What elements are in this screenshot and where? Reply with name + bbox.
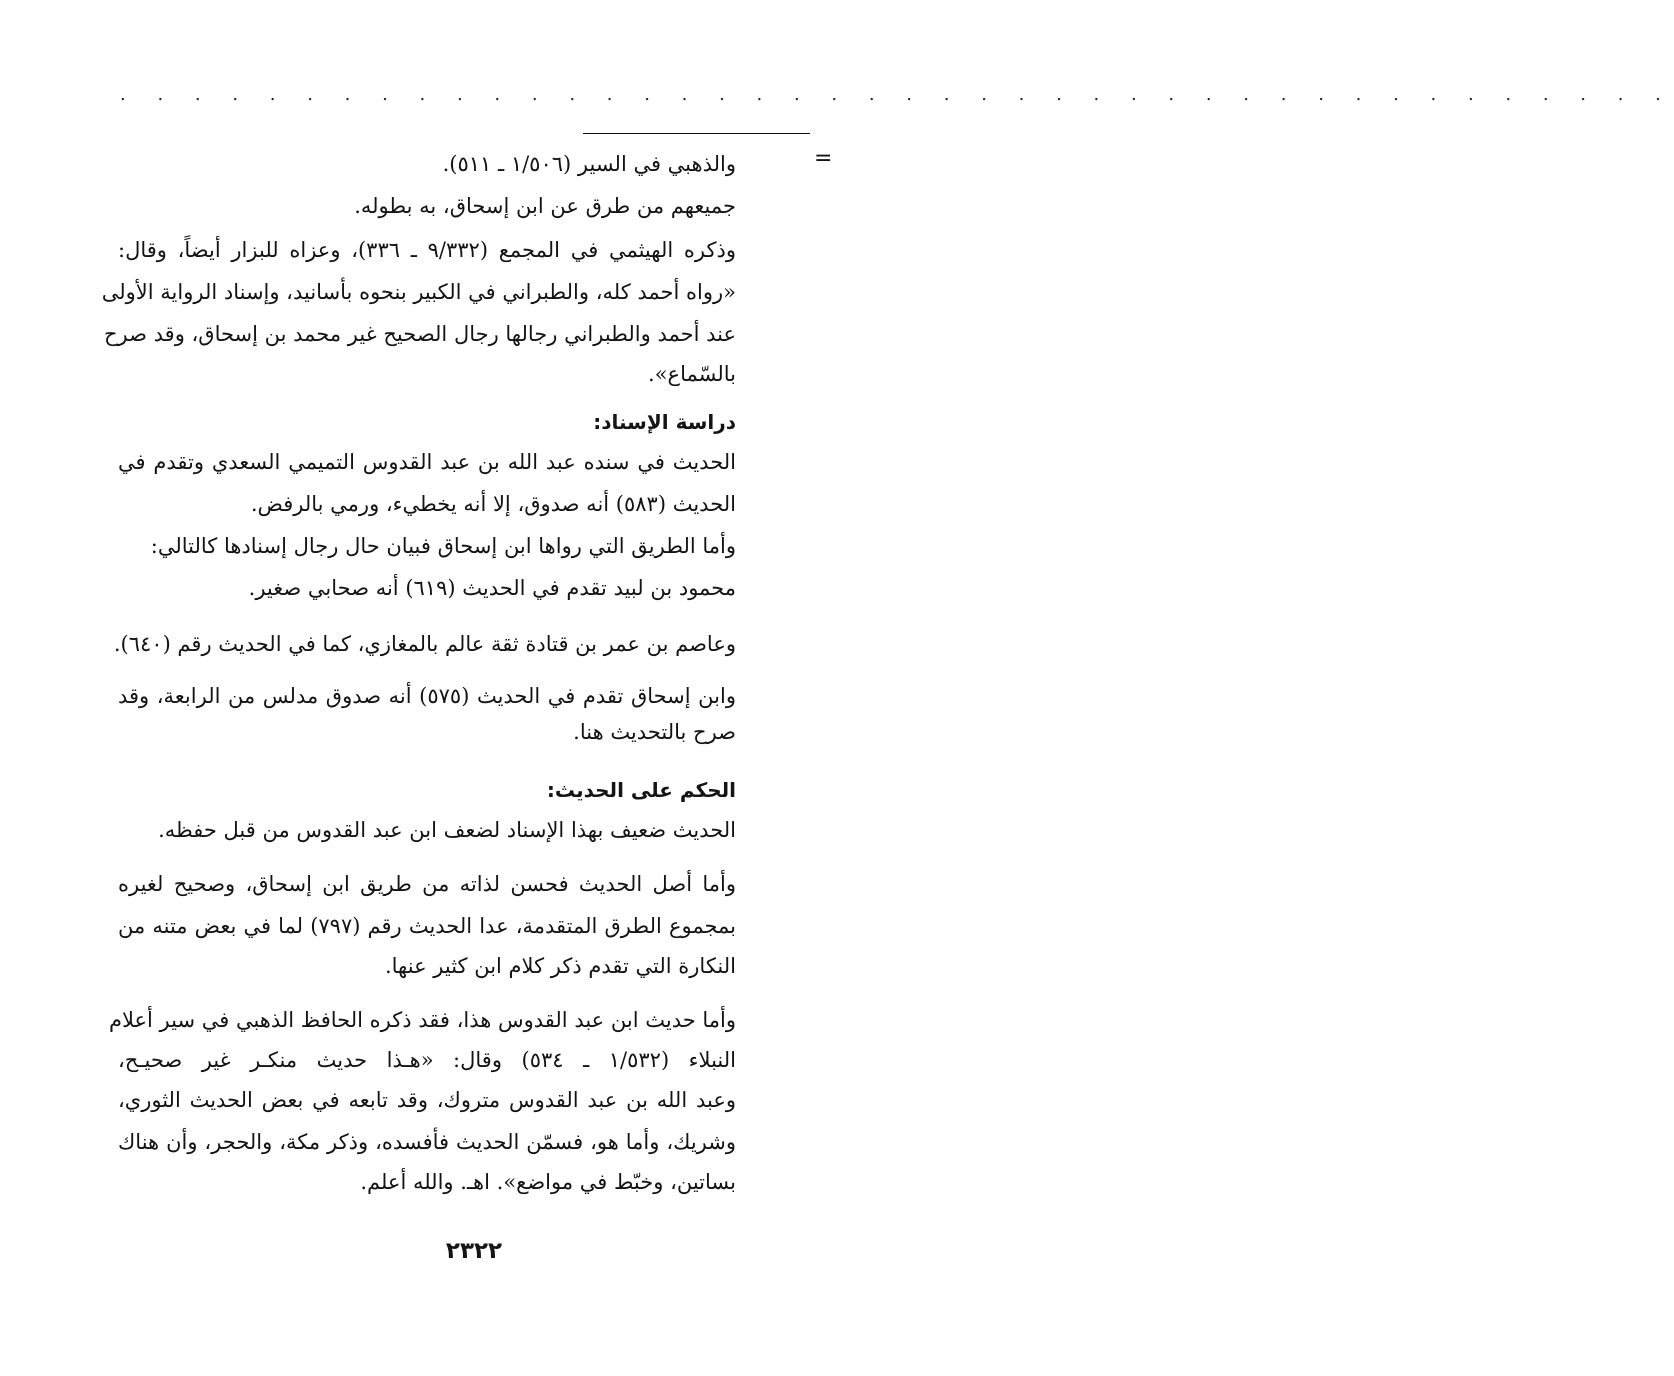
- page-number: ٢٣٢٢: [445, 1238, 503, 1264]
- section-line: بمجموع الطرق المتقدمة، عدا الحديث رقم (٧٩٧) لما في بعض متنه من: [118, 914, 737, 938]
- footnote-line: جميعهم من طرق عن ابن إسحاق، به بطوله.: [354, 194, 736, 218]
- section-line: النبلاء (١/٥٣٢ ـ ٥٣٤) وقال: «هـذا حديث منكـر غير صحيـح،: [118, 1048, 736, 1072]
- section-line: النكارة التي تقدم ذكر كلام ابن كثير عنها.: [384, 954, 736, 978]
- paragraph-line: وذكره الهيثمي في المجمع (٩/٣٣٢ ـ ٣٣٦)، وعزاه للبزار أيضاً، وقال:: [118, 238, 736, 262]
- continuation-mark: =: [814, 146, 833, 171]
- section-line: محمود بن لبيد تقدم في الحديث (٦١٩) أنه صحابي صغير.: [248, 576, 736, 600]
- section-line: وأما حديث ابن عبد القدوس هذا، فقد ذكره الحافظ الذهبي في سير أعلام: [108, 1008, 736, 1032]
- paragraph-line: عند أحمد والطبراني رجالها رجال الصحيح غير محمد بن إسحاق، وقد صرح: [103, 322, 736, 346]
- section-line: صرح بالتحديث هنا.: [573, 720, 736, 744]
- section-line: وشريك، وأما هو، فسمّن الحديث فأفسده، وذكر مكة، والحجر، وأن هناك: [118, 1130, 736, 1154]
- section-line: بساتين، وخبّط في مواضع». اهـ. والله أعلم.: [360, 1170, 736, 1194]
- section-line: وأما الطريق التي رواها ابن إسحاق فبيان حال رجال إسنادها كالتالي:: [150, 534, 736, 558]
- separator-dots: . . . . . . . . . . . . . . . . . . . . . . . . . . . . . . . . . . . . . . . . . .: [120, 84, 1674, 105]
- section-line: الحديث ضعيف بهذا الإسناد لضعف ابن عبد القدوس من قبل حفظه.: [158, 818, 736, 842]
- section-heading-ruling: الحكم على الحديث:: [546, 778, 736, 802]
- section-line: الحديث في سنده عبد الله بن عبد القدوس التميمي السعدي وتقدم في: [118, 450, 736, 474]
- section-line: وعبد الله بن عبد القدوس متروك، وقد تابعه في بعض الحديث الثوري،: [118, 1088, 736, 1112]
- paragraph-line: «رواه أحمد كله، والطبراني في الكبير بنحوه بأسانيد، وإسناد الرواية الأولى: [101, 280, 736, 304]
- footnote-line: والذهبي في السير (١/٥٠٦ ـ ٥١١).: [442, 152, 736, 176]
- section-line: وابن إسحاق تقدم في الحديث (٥٧٥) أنه صدوق مدلس من الرابعة، وقد: [118, 684, 736, 708]
- section-heading-isnad: دراسة الإسناد:: [593, 410, 736, 434]
- section-line: الحديث (٥٨٣) أنه صدوق، إلا أنه يخطيء، ورمي بالرفض.: [250, 492, 736, 516]
- section-line: وأما أصل الحديث فحسن لذاته من طريق ابن إسحاق، وصحيح لغيره: [118, 872, 736, 896]
- page-body: [101, 0, 737, 1230]
- section-line: وعاصم بن عمر بن قتادة ثقة عالم بالمغازي، كما في الحديث رقم (٦٤٠).: [113, 632, 736, 656]
- paragraph-line: بالسّماع».: [648, 362, 736, 386]
